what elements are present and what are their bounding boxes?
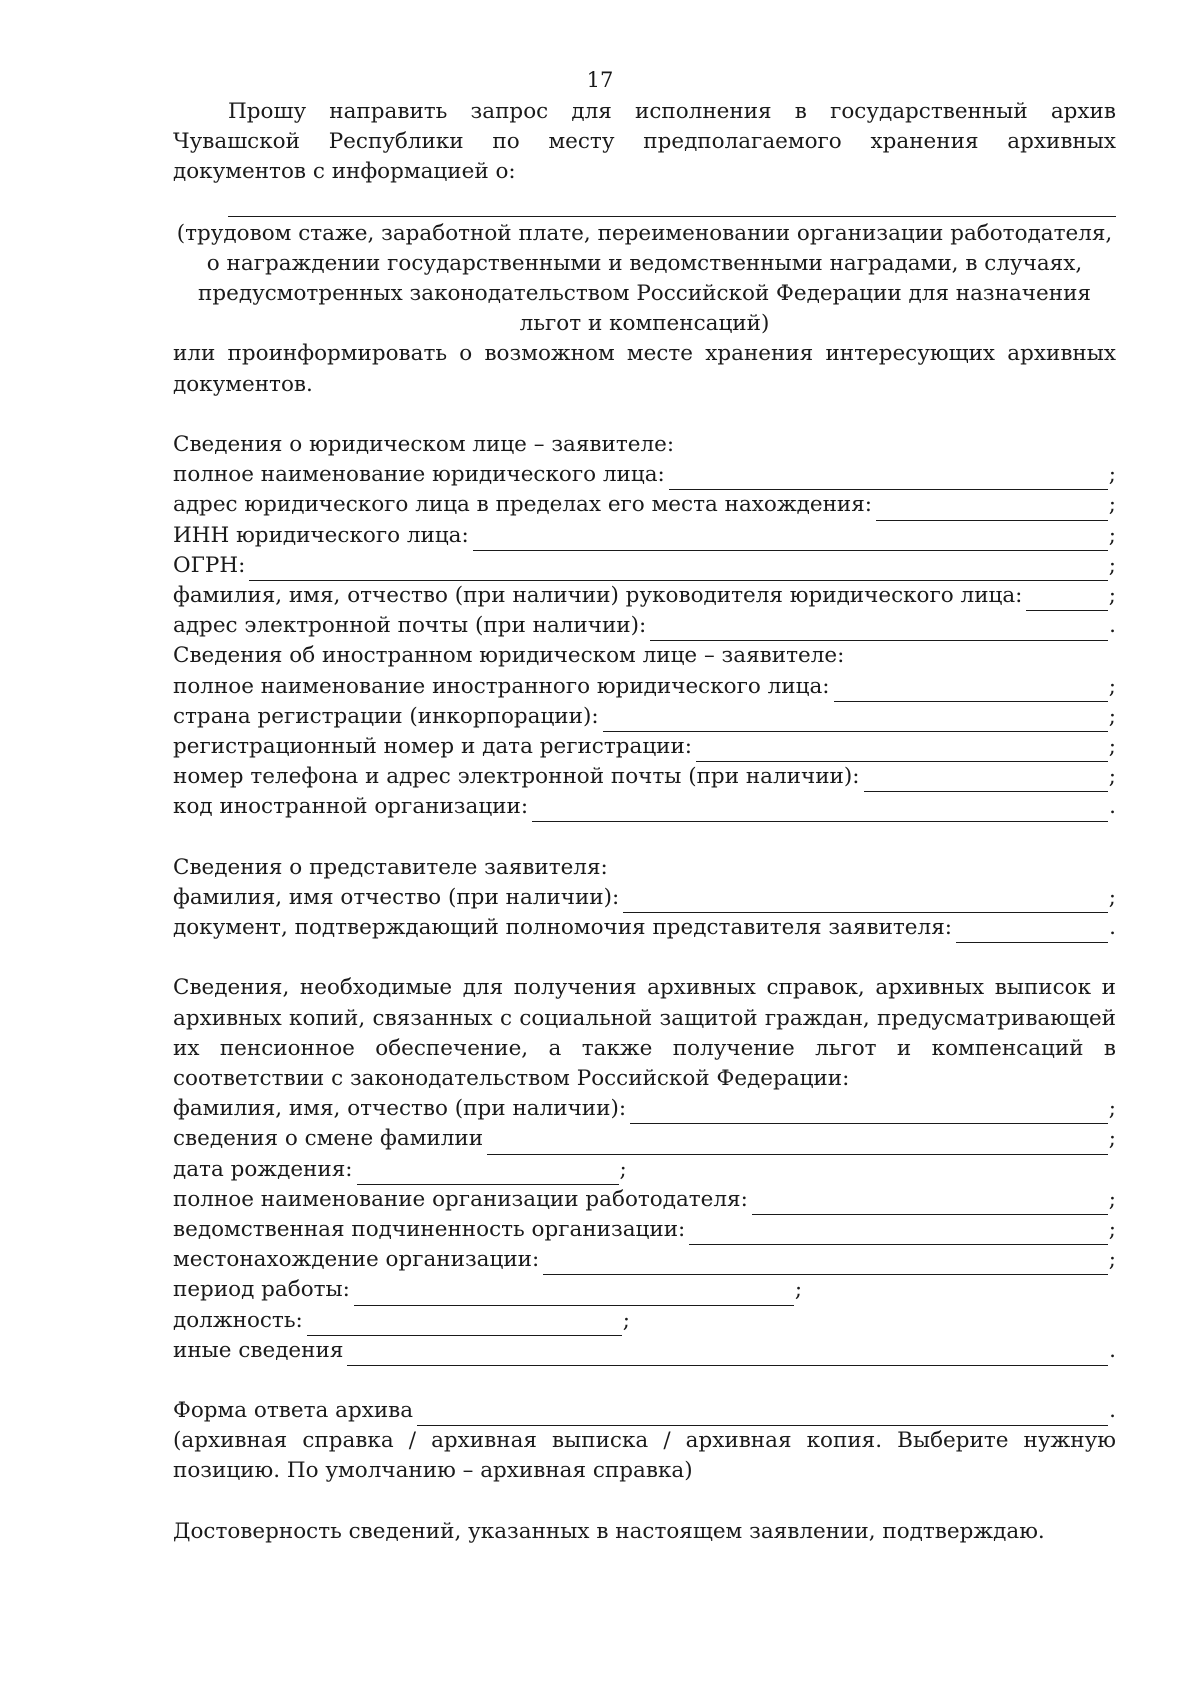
request-info-input[interactable] (228, 216, 1116, 217)
legal-entity-head-name-field: фамилия, имя, отчество (при наличии) руководителя юридического лица: ; (173, 581, 1116, 611)
alternative-paragraph: или проинформировать о возможном месте хранения интересующих архивных документов. (173, 341, 1116, 397)
request-paragraph: Прошу направить запрос для исполнения в государственный архив Чувашской Республики по месту предполагаемого хранения архивных документов с информацией о: (173, 99, 1116, 185)
legal-entity-email-field: адрес электронной почты (при наличии): . (173, 611, 1116, 641)
legal-entity-head-name-input[interactable] (1026, 588, 1107, 611)
employer-subordination-input[interactable] (689, 1222, 1107, 1245)
other-info-field: иные сведения . (173, 1336, 1116, 1366)
foreign-entity-full-name-field: полное наименование иностранного юридического лица: ; (173, 672, 1116, 702)
legal-entity-full-name-field: полное наименование юридического лица: ; (173, 460, 1116, 490)
representative-document-input[interactable] (956, 920, 1108, 943)
citizen-name-input[interactable] (630, 1101, 1108, 1124)
representative-document-field: документ, подтверждающий полномочия представителя заявителя: . (173, 913, 1116, 943)
legal-entity-ogrn-field: ОГРН: ; (173, 551, 1116, 581)
employer-name-input[interactable] (752, 1192, 1108, 1215)
foreign-entity-code-field: код иностранной организации: . (173, 792, 1116, 822)
representative-heading: Сведения о представителе заявителя: (173, 854, 608, 880)
response-form-hint: (архивная справка / архивная выписка / архивная копия. Выберите нужную позицию. По умолчанию – архивная справка) (173, 1428, 1116, 1484)
other-info-input[interactable] (347, 1343, 1108, 1366)
confirmation-statement: Достоверность сведений, указанных в настоящем заявлении, подтверждаю. (173, 1518, 1045, 1544)
employer-subordination-field: ведомственная подчиненность организации: ; (173, 1215, 1116, 1245)
legal-entity-heading: Сведения о юридическом лице – заявителе: (173, 432, 675, 458)
response-form-field: Форма ответа архива . (173, 1396, 1116, 1426)
birth-date-field: дата рождения: ; (173, 1155, 1116, 1185)
position-field: должность: ; (173, 1306, 1116, 1336)
page-number: 17 (586, 68, 614, 92)
application-form (173, 97, 1116, 1547)
foreign-entity-heading: Сведения об иностранном юридическом лице – заявителе: (173, 643, 845, 669)
legal-entity-inn-field: ИНН юридического лица: ; (173, 521, 1116, 551)
foreign-entity-country-field: страна регистрации (инкорпорации): ; (173, 702, 1116, 732)
work-period-field: период работы: ; (173, 1275, 1116, 1305)
work-period-input[interactable] (354, 1283, 794, 1306)
surname-change-field: сведения о смене фамилии ; (173, 1124, 1116, 1154)
legal-entity-inn-input[interactable] (473, 528, 1108, 551)
foreign-entity-country-input[interactable] (603, 709, 1108, 732)
foreign-entity-registration-field: регистрационный номер и дата регистрации: ; (173, 732, 1116, 762)
foreign-entity-full-name-input[interactable] (834, 679, 1108, 702)
employer-location-field: местонахождение организации: ; (173, 1245, 1116, 1275)
legal-entity-address-input[interactable] (876, 498, 1108, 521)
legal-entity-address-field: адрес юридического лица в пределах его места нахождения: ; (173, 490, 1116, 520)
legal-entity-full-name-input[interactable] (669, 467, 1108, 490)
foreign-entity-code-input[interactable] (532, 799, 1108, 822)
request-info-hint: (трудовом стаже, заработной плате, переименовании организации работодателя, о награждении государственными и ведомственными наградами, в случаях, предусмотренных законодательством Российской Федерации для назначения льгот и компенсаций) (176, 220, 1113, 337)
foreign-entity-contacts-field: номер телефона и адрес электронной почты (при наличии): ; (173, 762, 1116, 792)
position-input[interactable] (307, 1313, 622, 1336)
citizen-info-heading: Сведения, необходимые для получения архивных справок, архивных выписок и архивных копий, связанных с социальной защитой граждан, предусматривающей их пенсионное обеспечение, а также получение льгот и компенсаций в соответствии с законодательством Российской Федерации: (173, 975, 1116, 1091)
response-form-input[interactable] (417, 1403, 1108, 1426)
citizen-name-field: фамилия, имя, отчество (при наличии): ; (173, 1094, 1116, 1124)
representative-name-input[interactable] (623, 890, 1107, 913)
legal-entity-email-input[interactable] (650, 618, 1108, 641)
representative-name-field: фамилия, имя отчество (при наличии): ; (173, 883, 1116, 913)
legal-entity-ogrn-input[interactable] (249, 558, 1107, 581)
employer-name-field: полное наименование организации работодателя: ; (173, 1185, 1116, 1215)
employer-location-input[interactable] (543, 1252, 1108, 1275)
surname-change-input[interactable] (487, 1132, 1108, 1155)
foreign-entity-contacts-input[interactable] (864, 769, 1108, 792)
foreign-entity-registration-input[interactable] (696, 739, 1108, 762)
birth-date-input[interactable] (357, 1162, 619, 1185)
